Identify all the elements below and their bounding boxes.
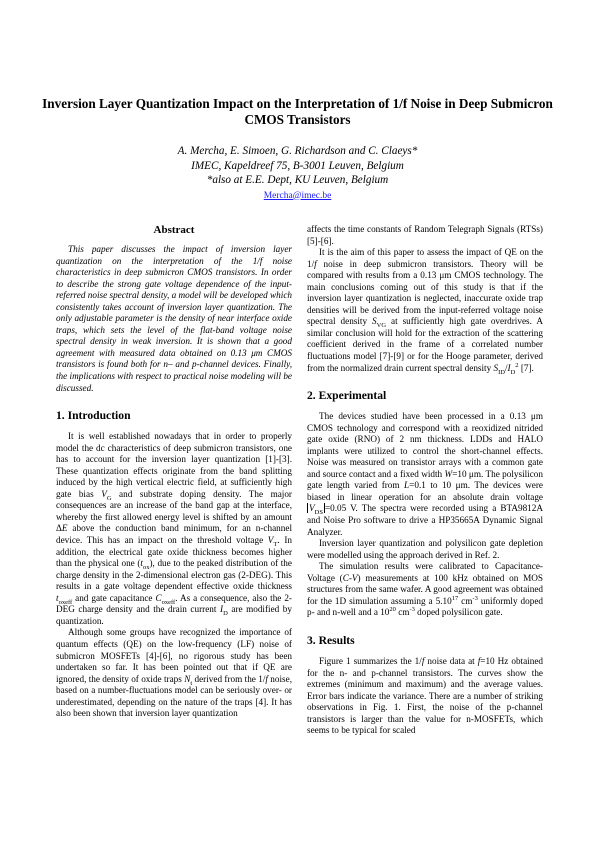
intro-paragraph-2: Although some groups have recognized the importance of quantum effects (QE) on the low-frequency (LF) noise of submicron MOSFETs [4]-[6], no rigorous study has been undertaken so far. It has been pointed out that if QE are ignored, the density of oxide traps $N_t$ derived from the 1/f noise, based on a number-fluctuations model can be seriously over- or underestimated, depending on the nature of the traps [4]. It has also been shown that inversion layer quantization <box>56 627 292 719</box>
abstract-text: This paper discusses the impact of inversion layer quantization on the interpretation of the 1/f noise characteristics in deep submicron CMOS transistors. In order to describe the strong gate voltage dependence of the input-referred noise spectral density, a model will be developed which consistently takes account of inversion layer quantization. The only adjustable parameter is the density of near interface oxide traps, which sets the level of the flat-band voltage noise spectral density in weak inversion. It is shown that a good agreement with measured data obtained on 0.13 μm CMOS transistors is found both for n– and p-channel devices. Finally, the implications with respect to practical noise modeling will be discussed. <box>56 244 292 393</box>
author-affiliation: IMEC, Kapeldreef 75, B-3001 Leuven, Belgium <box>191 159 404 172</box>
left-column <box>56 224 292 720</box>
right-paragraph-1: affects the time constants of Random Telegraph Signals (RTSs) [5]-[6]. <box>307 224 543 246</box>
author-affiliation-2: *also at E.E. Dept, KU Leuven, Belgium <box>206 174 389 186</box>
right-paragraph-2: It is the aim of this paper to assess the impact of QE on the 1/f noise in deep submicron transistors. Theory will be compared with results from a 0.13 μm CMOS technology. The main conclusions coming out of this study is that if the inversion layer quantization is neglected, inaccurate oxide trap densities will be derived from the input-referred voltage noise spectral density $S_{VG}$ at sufficiently high gate overdrives. A similar conclusion will hold for the extraction of the scattering coefficient derived in the frame of a correlated number fluctuations model [7]-[9] or for the Hooge parameter, derived from the normalized drain current spectral density $S_{ID}/I_D^2$ [7]. <box>307 247 543 376</box>
results-paragraph-1: Figure 1 summarizes the 1/f noise data at f=10 Hz obtained for the n- and p-channel transistors. The curves show the extremes (minimum and maximum) and the average values. Error bars indicate the variance. There are a number of striking observations in Fig. 1. First, the noise of the p-channel transistors is larger than the value for n-MOSFETs, which seems to be typical for scaled <box>307 655 543 736</box>
experimental-paragraph-3: The simulation results were calibrated to Capacitance-Voltage (C-V) measurements at 100 kHz obtained on MOS structures from the same wafer. A good agreement was obtained for the 1D simulation assuming a 5.10$^{17}$ $cm^{-3}$ uniformly doped p- and n-well and a $10^{20}$ $cm^{-3}$ doped polysilicon gate. <box>307 561 544 618</box>
author-names: A. Mercha, E. Simoen, G. Richardson and C. Claeys* <box>177 145 418 157</box>
experimental-paragraph-2: Inversion layer quantization and polysilicon gate depletion were modelled using the approach derived in Ref. 2. <box>307 538 543 560</box>
experimental-paragraph-1: The devices studied have been processed in a 0.13 μm CMOS technology and correspond with a reoxidized nitrided gate oxide (RNO) of 2 nm thickness. LDDs and HALO implants were utilized to control the short-channel effects. Noise was measured on transistor arrays with a common gate and source contact and a fixed width W=10 μm. The polysilicon gate length varied from L=0.1 to 10 μm. The devices were biased in linear operation for an absolute drain voltage $V_{DS} =0.05$ V. The spectra were recorded using a BTA9812A and Noise Pro software to drive a HP35665A Dynamic Signal Analyzer. <box>307 411 543 537</box>
author-email-link[interactable]: Mercha@imec.be <box>263 190 332 201</box>
section-heading-results: 3. Results <box>307 633 355 647</box>
abstract-heading: Abstract <box>153 224 195 236</box>
section-heading-experimental: 2. Experimental <box>307 389 387 403</box>
section-heading-introduction: 1. Introduction <box>56 409 131 423</box>
author-block <box>40 144 555 203</box>
intro-paragraph-1: It is well established nowadays that in order to properly model the dc characteristics of deep submicron transistors, one has to account for the inversion layer quantization [1]-[3]. These quantization effects originate from the band splitting induced by the high vertical electric field, at sufficiently high gate bias $V_G$ and substrate doping density. The major consequences are an increase of the band gap at the interface, whereby the first allowed energy level is shifted by an amount ΔE above the conduction band minimum, for an n-channel device. This has an impact on the threshold voltage $V_T$. In addition, the electrical gate oxide thickness becomes higher than the physical one $(t_{ox})$, due to the peaked distribution of the charge density in the 2-dimensional electron gas (2-DEG). This results in a gate voltage dependent effective oxide thickness $t_{oxeff}$ and gate capacitance $C_{oxeff}$. As a consequence, also the 2-DEG charge density and the drain current $I_D$ are modified by quantization. <box>56 431 292 626</box>
paper-title: Inversion Layer Quantization Impact on the Interpretation of 1/f Noise in Deep Submicron CMOS Transistors <box>42 96 553 127</box>
right-column <box>307 224 543 737</box>
